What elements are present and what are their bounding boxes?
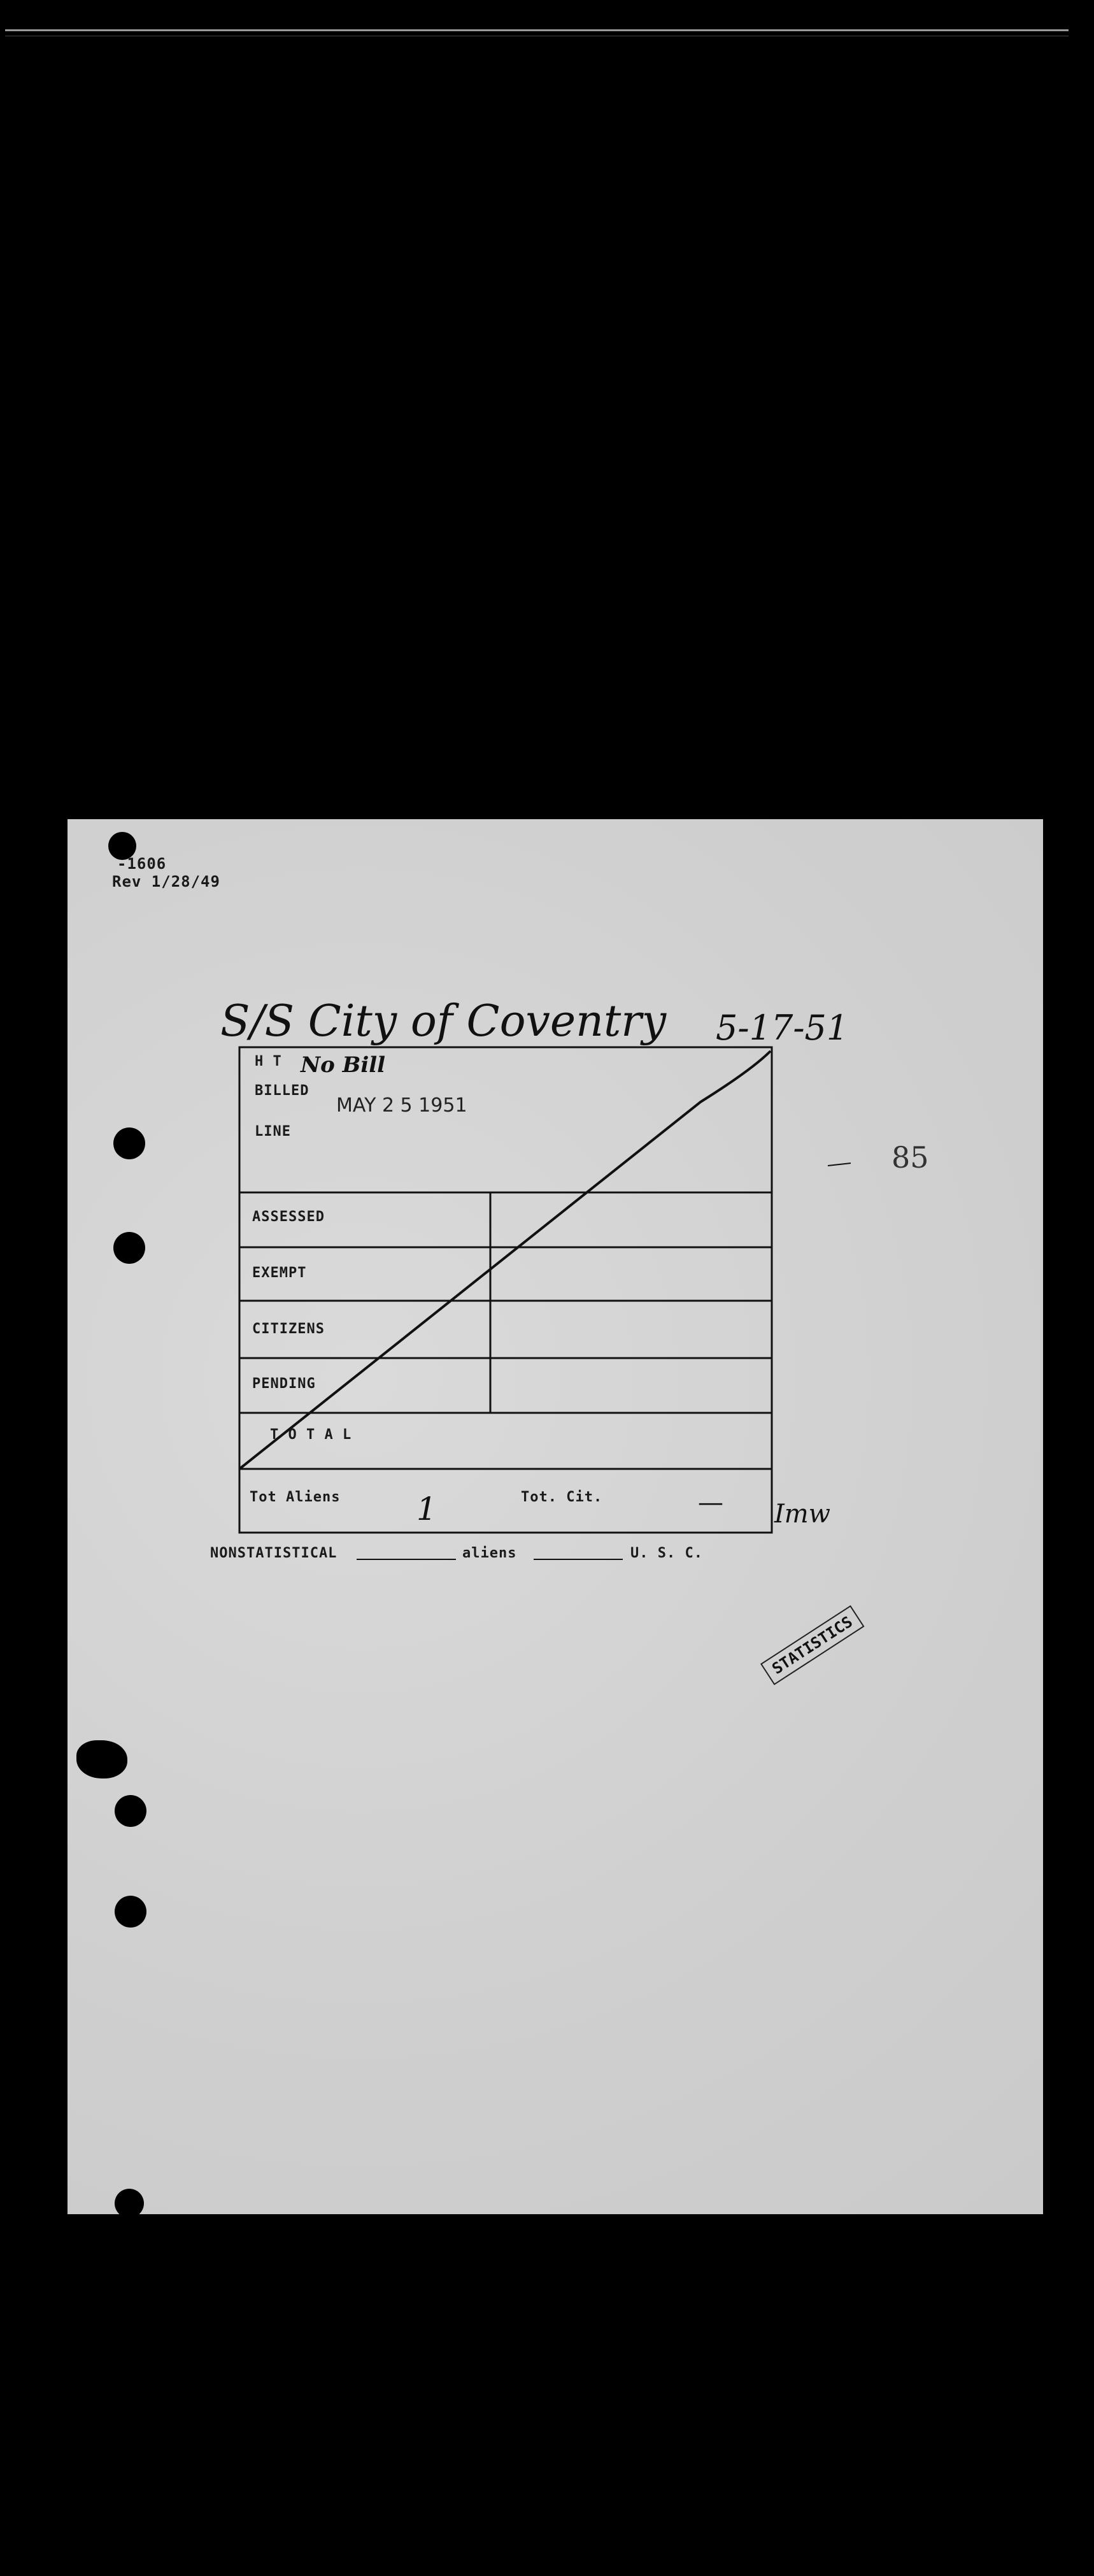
row-pending: PENDING <box>252 1376 316 1392</box>
pencil-mark <box>828 1163 851 1166</box>
row-citizens: CITIZENS <box>252 1321 325 1337</box>
row-assessed: ASSESSED <box>252 1209 325 1225</box>
label-usc: U. S. C. <box>630 1545 703 1561</box>
label-nonstatistical: NONSTATISTICAL <box>210 1545 337 1561</box>
no-bill-note: No Bill <box>301 1052 386 1078</box>
label-billed: BILLED <box>255 1083 309 1099</box>
row-exempt: EXEMPT <box>252 1265 307 1281</box>
label-line: LINE <box>255 1124 291 1140</box>
form-border <box>239 1047 772 1533</box>
label-ht: H T <box>255 1054 282 1070</box>
page-number: 85 <box>892 1140 929 1175</box>
label-aliens: aliens <box>462 1545 517 1561</box>
form-number: -1606 <box>117 855 167 873</box>
statistics-stamp: STATISTICS <box>760 1605 864 1685</box>
label-tot-aliens: Tot Aliens <box>250 1489 341 1505</box>
row-total: T O T A L <box>270 1427 352 1443</box>
tot-aliens-value: 1 <box>416 1491 437 1528</box>
arrival-date: 5-17-51 <box>716 1008 849 1048</box>
form-revision: Rev 1/28/49 <box>112 873 220 891</box>
cancel-stroke <box>239 1051 771 1469</box>
tot-cit-value: — <box>698 1488 723 1517</box>
label-tot-cit: Tot. Cit. <box>521 1489 603 1505</box>
billed-date-stamp: MAY 2 5 1951 <box>336 1094 467 1117</box>
initials: Imw <box>774 1499 830 1529</box>
ship-name: S/S City of Coventry <box>220 996 667 1047</box>
